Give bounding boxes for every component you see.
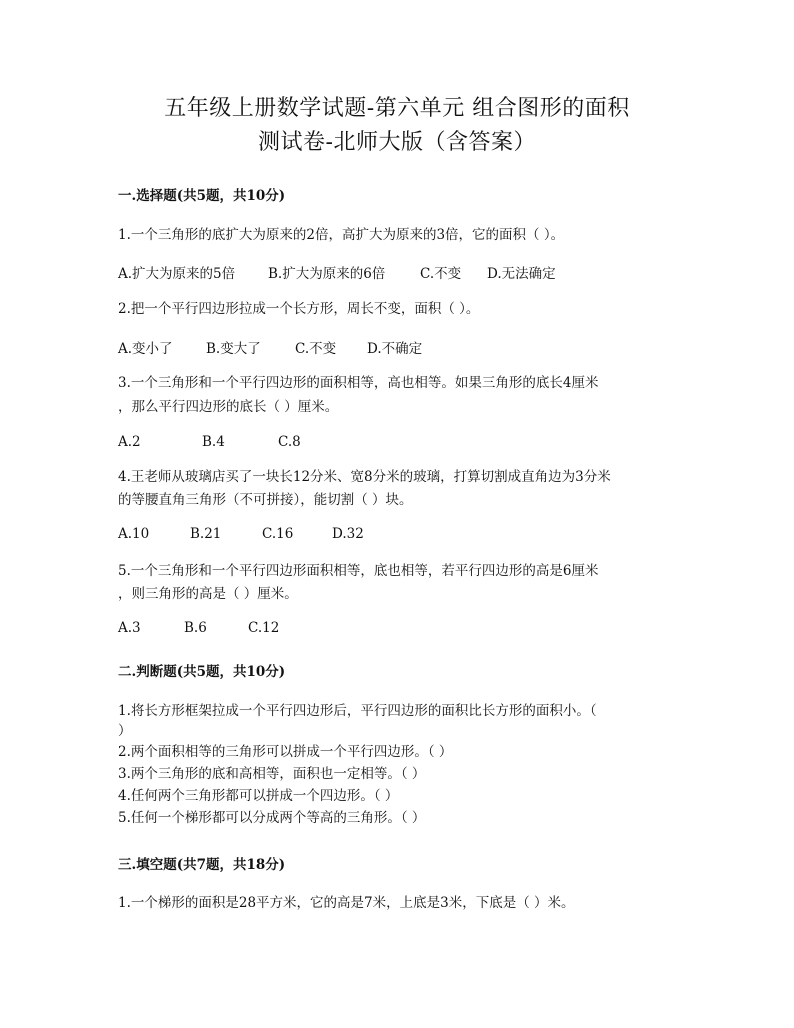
- choice-question-4-line1: 4.王老师从玻璃店买了一块长12分米、宽8分米的玻璃，打算切割成直角边为3分米: [118, 469, 611, 485]
- choice-question-3-line2: ，那么平行四边形的底长（ ）厘米。: [118, 399, 339, 415]
- option-a: A.扩大为原来的5倍: [118, 266, 236, 282]
- section-heading-fill: 三.填空题(共7题，共18分): [118, 857, 286, 873]
- judge-question-3: 3.两个三角形的底和高相等，面积也一定相等。（ ）: [118, 766, 426, 782]
- option-b: B.6: [184, 620, 207, 636]
- document-title-line1: 五年级上册数学试题-第六单元 组合图形的面积: [164, 96, 630, 121]
- option-a: A.变小了: [118, 341, 173, 357]
- fill-question-1: 1.一个梯形的面积是28平方米，它的高是7米，上底是3米，下底是（ ）米。: [118, 895, 575, 911]
- judge-question-4: 4.任何两个三角形都可以拼成一个四边形。（ ）: [118, 788, 399, 804]
- section-heading-judge: 二.判断题(共5题，共10分): [118, 664, 286, 680]
- option-b: B.变大了: [206, 341, 261, 357]
- option-c: C.不变: [420, 266, 462, 282]
- choice-question-1: 1.一个三角形的底扩大为原来的2倍，高扩大为原来的3倍，它的面积（ ）。: [118, 227, 565, 243]
- option-c: C.16: [262, 526, 294, 542]
- option-a: A.3: [118, 620, 141, 636]
- choice-question-5-line2: ，则三角形的高是（ ）厘米。: [118, 586, 298, 602]
- document-title-line2: 测试卷-北师大版（含答案）: [258, 130, 536, 155]
- option-d: D.无法确定: [487, 266, 556, 282]
- judge-question-5: 5.任何一个梯形都可以分成两个等高的三角形。（ ）: [118, 810, 426, 826]
- option-d: D.不确定: [367, 341, 423, 357]
- section-heading-choice: 一.选择题(共5题，共10分): [118, 188, 286, 204]
- choice-question-4-line2: 的等腰直角三角形（不可拼接），能切割（ ）块。: [118, 492, 413, 508]
- option-d: D.32: [332, 526, 364, 542]
- judge-question-1-line1: 1.将长方形框架拉成一个平行四边形后，平行四边形的面积比长方形的面积小。（: [118, 703, 597, 719]
- choice-question-4-options: [118, 526, 364, 542]
- choice-question-2-options: [118, 337, 422, 357]
- choice-question-2: 2.把一个平行四边形拉成一个长方形，周长不变，面积（ ）。: [118, 301, 480, 317]
- choice-question-3-line1: 3.一个三角形和一个平行四边形的面积相等，高也相等。如果三角形的底长4厘米: [118, 375, 599, 391]
- option-a: A.10: [118, 526, 150, 542]
- choice-question-3-options: [118, 434, 301, 450]
- option-b: B.21: [190, 526, 222, 542]
- option-c: C.8: [278, 434, 301, 450]
- option-c: C.12: [248, 620, 280, 636]
- option-c: C.不变: [295, 341, 337, 357]
- choice-question-1-options: [118, 262, 556, 282]
- choice-question-5-options: [118, 620, 279, 636]
- option-b: B.4: [202, 434, 225, 450]
- option-b: B.扩大为原来的6倍: [268, 266, 386, 282]
- judge-question-2: 2.两个面积相等的三角形可以拼成一个平行四边形。（ ）: [118, 744, 453, 760]
- choice-question-5-line1: 5.一个三角形和一个平行四边形面积相等，底也相等，若平行四边形的高是6厘米: [118, 563, 599, 579]
- option-a: A.2: [118, 434, 141, 450]
- judge-question-1-line2: ）: [118, 723, 132, 739]
